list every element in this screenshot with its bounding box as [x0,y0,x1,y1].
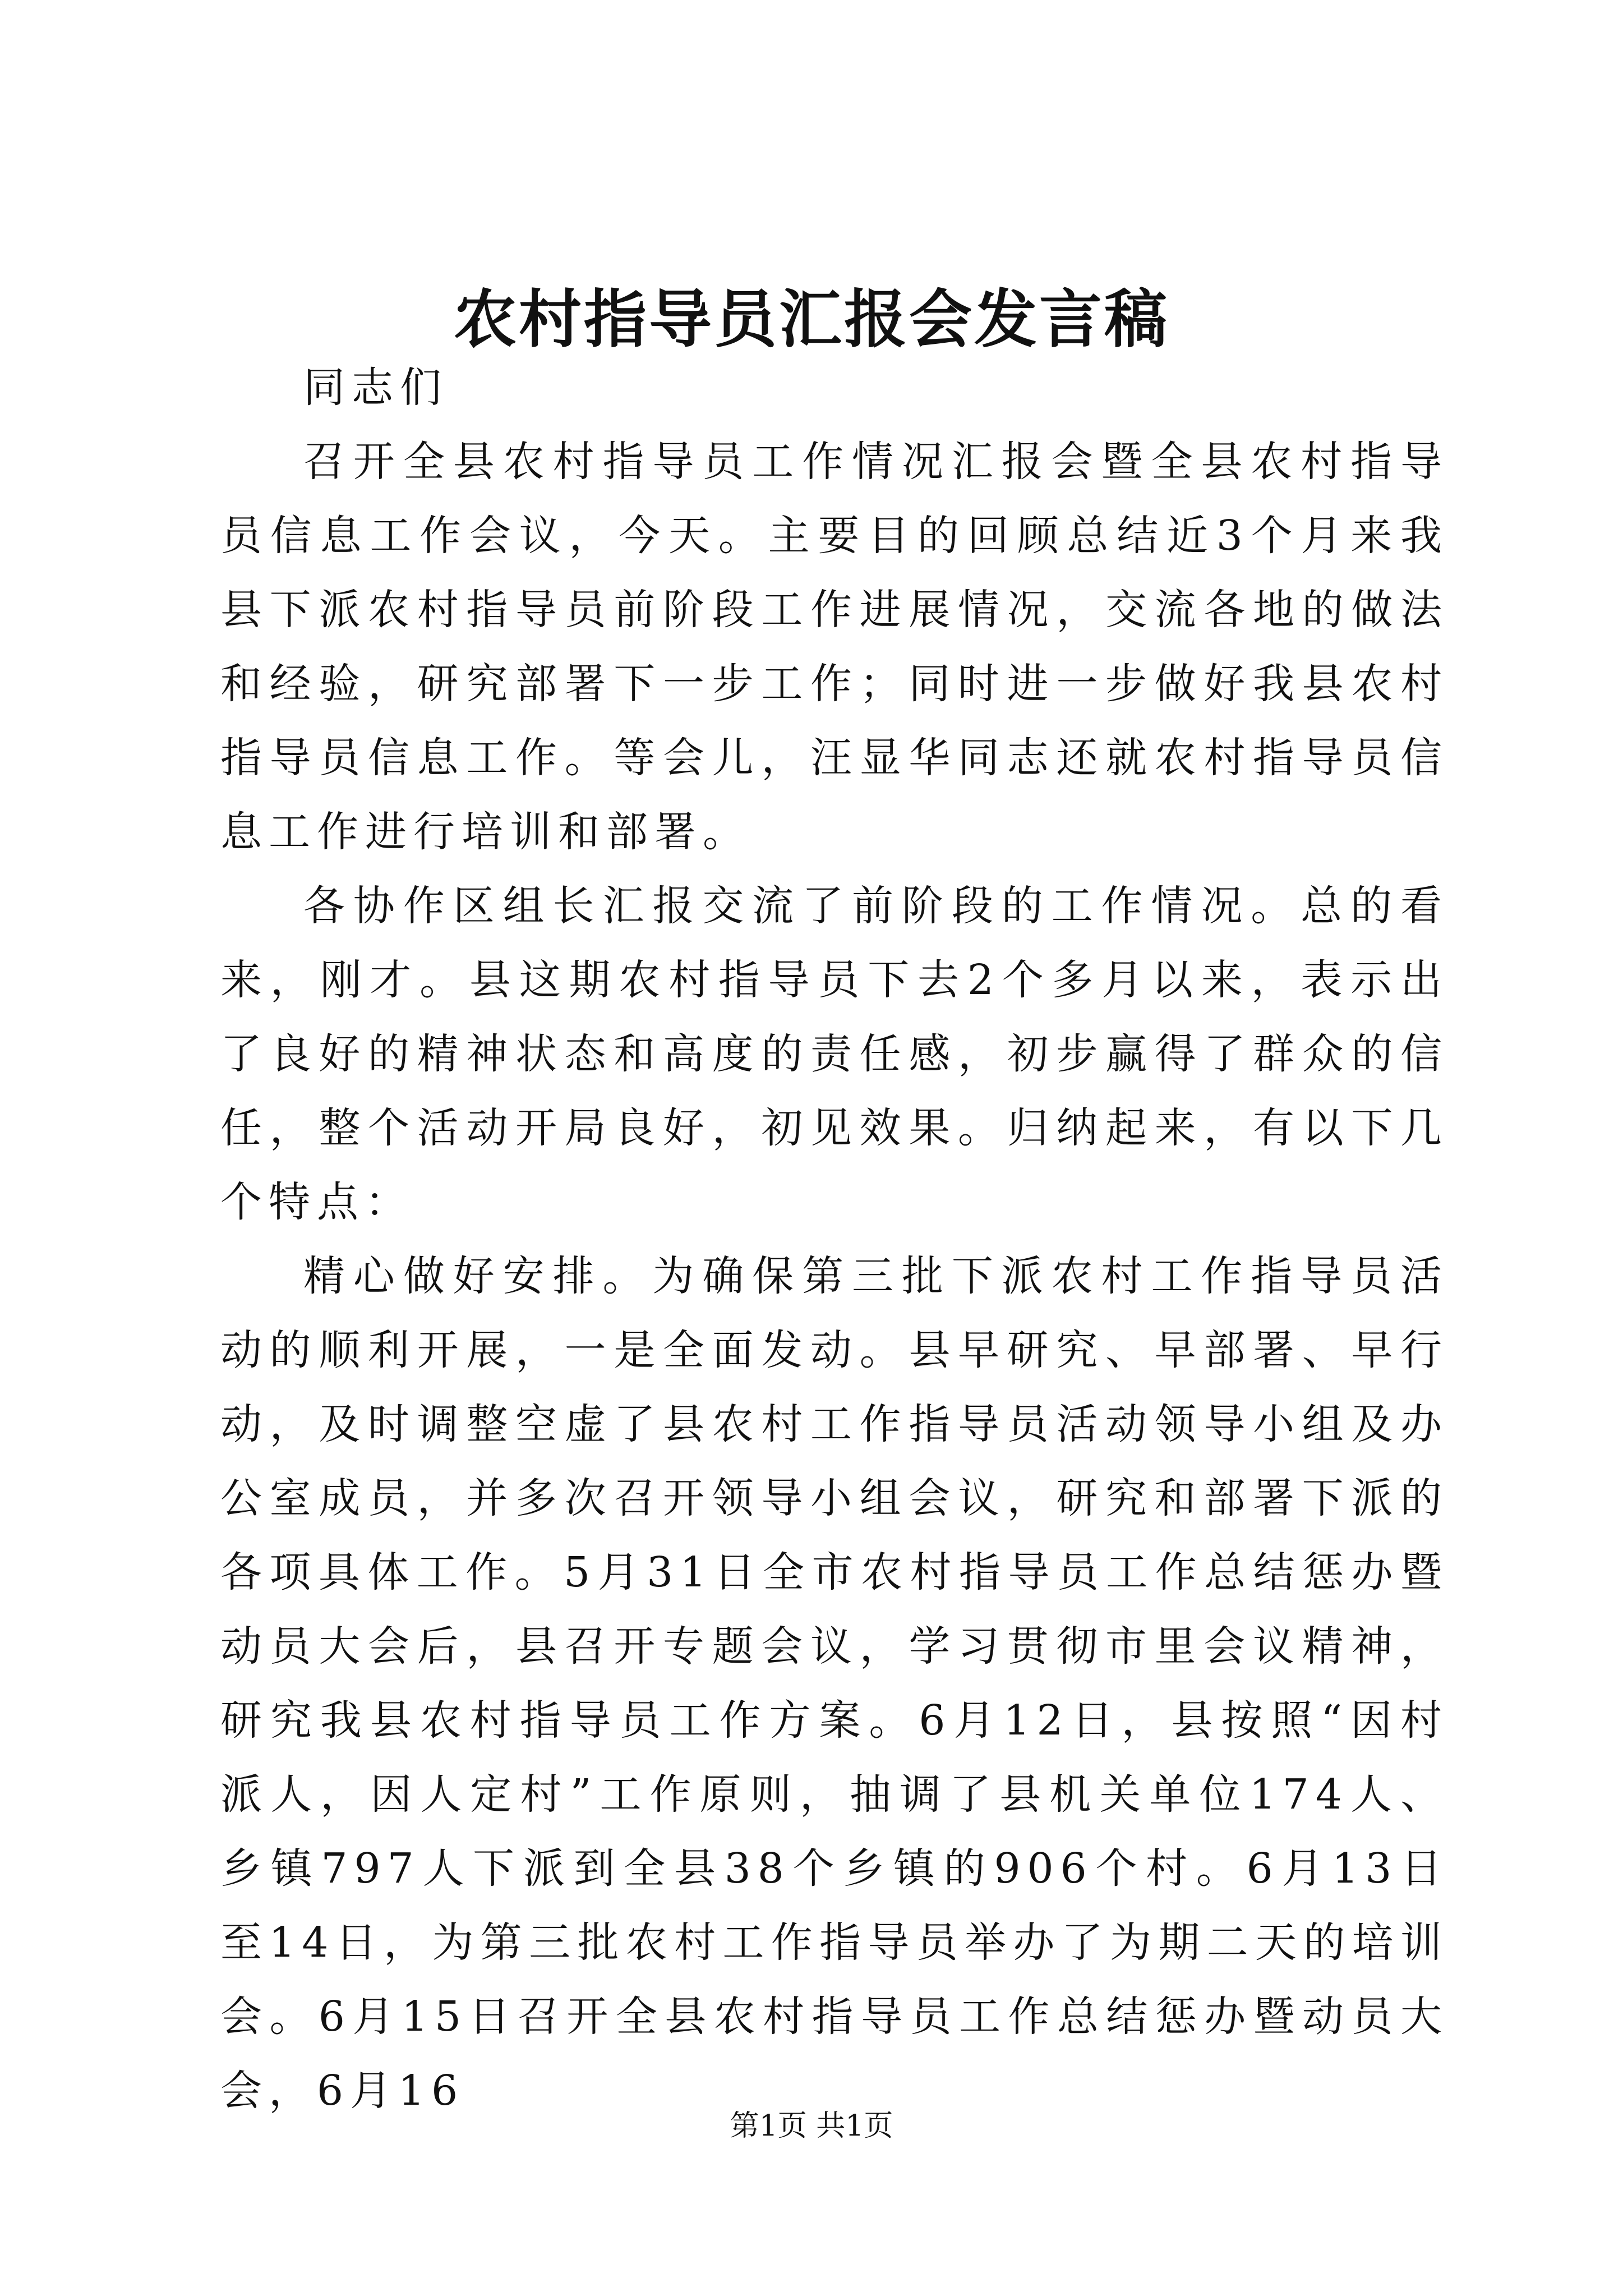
paragraph-3: 精心做好安排。为确保第三批下派农村工作指导员活动的顺利开展，一是全面发动。县早研究、早部署、早行动，及时调整空虚了县农村工作指导员活动领导小组及办公室成员，并多次召开领导小组会议，研究和部署下派的各项具体工作。5月31日全市农村指导员工作总结惩办暨动员大会后，县召开专题会议，学习贯彻市里会议精神，研究我县农村指导员工作方案。6月12日，县按照“因村派人，因人定村”工作原则，抽调了县机关单位174人、乡镇797人下派到全县38个乡镇的906个村。6月13日至14日，为第三批农村工作指导员举办了为期二天的培训会。6月15日召开全县农村指导员工作总结惩办暨动员大会，6月16 [220,1252,1449,2115]
paragraph-1: 召开全县农村指导员工作情况汇报会暨全县农村指导员信息工作会议，今天。主要目的回顾总结近3个月来我县下派农村指导员前阶段工作进展情况，交流各地的做法和经验，研究部署下一步工作；同时进一步做好我县农村指导员信息工作。等会儿，汪显华同志还就农村指导员信息工作进行培训和部署。 [220,438,1449,856]
greeting: 同志们 [303,364,448,412]
paragraph-2: 各协作区组长汇报交流了前阶段的工作情况。总的看来，刚才。县这期农村指导员下去2个多月以来，表示出了良好的精神状态和高度的责任感，初步赢得了群众的信任，整个活动开局良好，初见效果。归纳起来，有以下几个特点： [220,882,1449,1226]
document-title: 农村指导员汇报会发言稿 [454,283,1169,356]
document-body [220,351,1449,2128]
page-footer: 第1页 共1页 [730,2109,893,2143]
